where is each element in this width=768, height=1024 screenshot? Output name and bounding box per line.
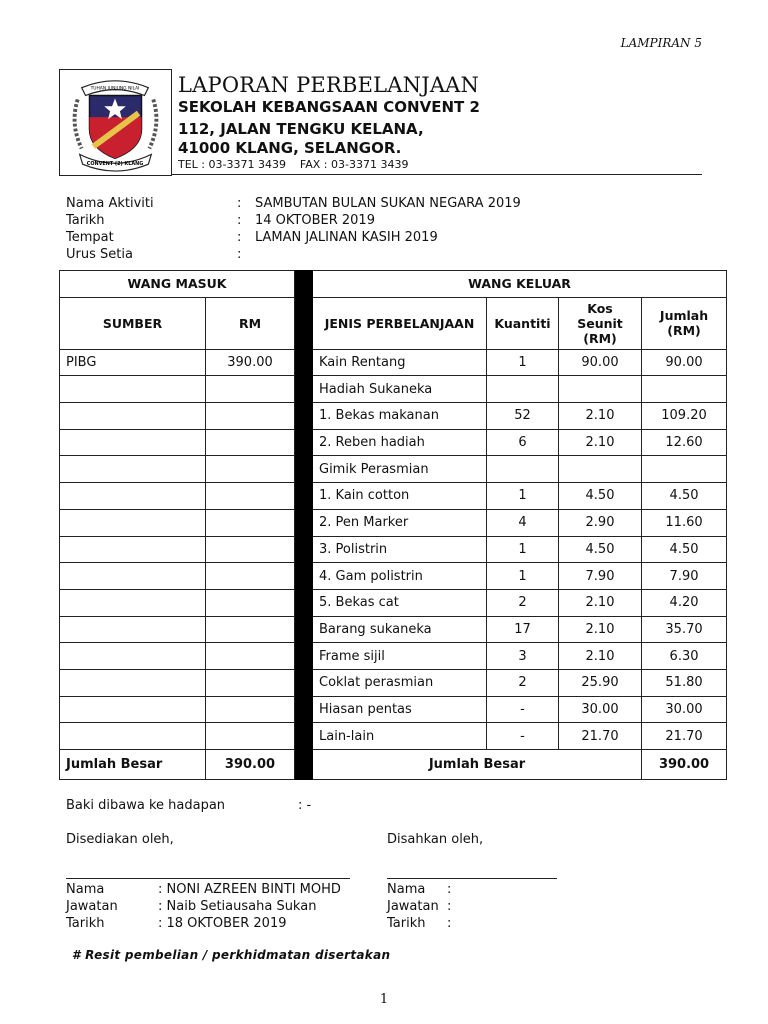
cell-kuantiti: 2 xyxy=(487,589,559,616)
info-colon: : xyxy=(237,247,242,262)
approved-by-label: Disahkan oleh, xyxy=(387,832,484,847)
cell-kuantiti: 52 xyxy=(487,403,559,430)
table-separator xyxy=(295,616,313,643)
income-header: WANG MASUK xyxy=(60,271,295,298)
cell-kos xyxy=(559,456,642,483)
signature-label: Tarikh xyxy=(387,916,426,931)
cell-sumber xyxy=(60,403,206,430)
cell-kuantiti: 4 xyxy=(487,509,559,536)
table-row xyxy=(60,429,727,456)
cell-jenis: Kain Rentang xyxy=(313,349,487,376)
logo-motto: TUHAN JUNJUNG NILAI xyxy=(90,86,140,92)
cell-sumber xyxy=(60,563,206,590)
col-rm: RM xyxy=(206,297,295,349)
cell-kos: 2.10 xyxy=(559,589,642,616)
cell-jenis: Coklat perasmian xyxy=(313,669,487,696)
cell-jenis: Hiasan pentas xyxy=(313,696,487,723)
table-separator xyxy=(295,696,313,723)
table-separator xyxy=(295,563,313,590)
table-column-header xyxy=(60,297,727,349)
table-separator xyxy=(295,589,313,616)
cell-kuantiti xyxy=(487,456,559,483)
balance-label: Baki dibawa ke hadapan xyxy=(66,798,226,813)
table-row xyxy=(60,483,727,510)
table-group-header xyxy=(60,271,727,298)
table-separator xyxy=(295,509,313,536)
cell-jenis: Gimik Perasmian xyxy=(313,456,487,483)
cell-kuantiti: 1 xyxy=(487,349,559,376)
table-row xyxy=(60,563,727,590)
table-row xyxy=(60,589,727,616)
signature-value: : xyxy=(447,882,452,897)
cell-rm xyxy=(206,589,295,616)
info-value: LAMAN JALINAN KASIH 2019 xyxy=(255,230,438,245)
total-label-expense: Jumlah Besar xyxy=(313,750,642,780)
col-sumber: SUMBER xyxy=(60,297,206,349)
contact-line: TEL : 03-3371 3439 FAX : 03-3371 3439 xyxy=(178,158,409,171)
cell-jenis: Barang sukaneka xyxy=(313,616,487,643)
signature-value: : xyxy=(447,899,452,914)
total-expense: 390.00 xyxy=(642,750,727,780)
signature-label: Jawatan xyxy=(387,899,439,914)
cell-jumlah: 4.20 xyxy=(642,589,727,616)
cell-kos: 2.10 xyxy=(559,429,642,456)
signature-label: Nama xyxy=(66,882,105,897)
report-title: LAPORAN PERBELANJAAN xyxy=(178,73,480,97)
signature-value: : NONI AZREEN BINTI MOHD xyxy=(158,882,341,897)
cell-kos: 25.90 xyxy=(559,669,642,696)
cell-rm xyxy=(206,536,295,563)
cell-sumber xyxy=(60,536,206,563)
col-kuantiti: Kuantiti xyxy=(487,297,559,349)
cell-jumlah: 4.50 xyxy=(642,536,727,563)
address-line-2: 41000 KLANG, SELANGOR. xyxy=(178,139,402,157)
cell-jenis: 4. Gam polistrin xyxy=(313,563,487,590)
col-jumlah: Jumlah (RM) xyxy=(642,297,727,349)
table-row xyxy=(60,403,727,430)
expense-header: WANG KELUAR xyxy=(313,271,727,298)
cell-jenis: 1. Bekas makanan xyxy=(313,403,487,430)
cell-jumlah: 7.90 xyxy=(642,563,727,590)
expense-table xyxy=(59,270,727,780)
table-row xyxy=(60,643,727,670)
col-jenis: JENIS PERBELANJAAN xyxy=(313,297,487,349)
table-row xyxy=(60,616,727,643)
cell-kos: 30.00 xyxy=(559,696,642,723)
cell-jenis: 5. Bekas cat xyxy=(313,589,487,616)
info-label: Tarikh xyxy=(66,213,105,228)
table-row xyxy=(60,349,727,376)
cell-rm xyxy=(206,429,295,456)
page-number: 1 xyxy=(379,992,389,1007)
table-row xyxy=(60,376,727,403)
total-income: 390.00 xyxy=(206,750,295,780)
cell-sumber xyxy=(60,376,206,403)
cell-jenis: Hadiah Sukaneka xyxy=(313,376,487,403)
cell-kuantiti xyxy=(487,376,559,403)
table-separator xyxy=(295,456,313,483)
cell-rm xyxy=(206,669,295,696)
signature-value: : Naib Setiausaha Sukan xyxy=(158,899,317,914)
cell-kuantiti: 1 xyxy=(487,563,559,590)
cell-jumlah: 12.60 xyxy=(642,429,727,456)
table-separator xyxy=(295,723,313,750)
cell-jenis: 3. Polistrin xyxy=(313,536,487,563)
header-divider xyxy=(172,174,702,175)
cell-sumber xyxy=(60,669,206,696)
school-crest-icon xyxy=(60,70,171,175)
cell-jenis: 2. Pen Marker xyxy=(313,509,487,536)
cell-kuantiti: 2 xyxy=(487,669,559,696)
cell-rm xyxy=(206,456,295,483)
total-row xyxy=(60,750,727,780)
cell-kuantiti: - xyxy=(487,696,559,723)
cell-rm xyxy=(206,509,295,536)
cell-jumlah: 21.70 xyxy=(642,723,727,750)
cell-sumber xyxy=(60,509,206,536)
cell-jumlah: 109.20 xyxy=(642,403,727,430)
cell-kos: 2.10 xyxy=(559,403,642,430)
table-separator xyxy=(295,536,313,563)
school-name: SEKOLAH KEBANGSAAN CONVENT 2 xyxy=(178,98,480,116)
info-label: Tempat xyxy=(66,230,114,245)
cell-jenis: Frame sijil xyxy=(313,643,487,670)
cell-jumlah: 11.60 xyxy=(642,509,727,536)
cell-rm xyxy=(206,403,295,430)
signature-label: Jawatan xyxy=(66,899,118,914)
cell-rm: 390.00 xyxy=(206,349,295,376)
cell-jenis: 1. Kain cotton xyxy=(313,483,487,510)
cell-kuantiti: 1 xyxy=(487,483,559,510)
cell-sumber xyxy=(60,429,206,456)
cell-kos: 21.70 xyxy=(559,723,642,750)
cell-sumber xyxy=(60,723,206,750)
table-separator xyxy=(295,349,313,376)
table-separator xyxy=(295,750,313,780)
receipt-note: # Resit pembelian / perkhidmatan disertakan xyxy=(72,948,391,962)
prepared-by-label: Disediakan oleh, xyxy=(66,832,174,847)
table-row xyxy=(60,723,727,750)
info-colon: : xyxy=(237,213,242,228)
info-label: Nama Aktiviti xyxy=(66,196,154,211)
cell-kos: 4.50 xyxy=(559,483,642,510)
logo-name: CONVENT (2) KLANG xyxy=(86,161,144,168)
info-colon: : xyxy=(237,196,242,211)
cell-jenis: Lain-lain xyxy=(313,723,487,750)
cell-sumber xyxy=(60,696,206,723)
table-row xyxy=(60,536,727,563)
table-row xyxy=(60,696,727,723)
cell-rm xyxy=(206,723,295,750)
cell-kos: 7.90 xyxy=(559,563,642,590)
table-row xyxy=(60,669,727,696)
cell-sumber xyxy=(60,456,206,483)
cell-rm xyxy=(206,563,295,590)
signature-value: : 18 OKTOBER 2019 xyxy=(158,916,287,931)
cell-kuantiti: 6 xyxy=(487,429,559,456)
cell-jumlah xyxy=(642,456,727,483)
table-separator xyxy=(295,643,313,670)
balance-value: : - xyxy=(298,798,312,813)
appendix-label: LAMPIRAN 5 xyxy=(620,36,702,50)
info-colon: : xyxy=(237,230,242,245)
info-value: SAMBUTAN BULAN SUKAN NEGARA 2019 xyxy=(255,196,521,211)
cell-kos: 2.90 xyxy=(559,509,642,536)
table-separator xyxy=(295,297,313,349)
cell-kuantiti: 1 xyxy=(487,536,559,563)
table-separator xyxy=(295,429,313,456)
cell-jumlah: 35.70 xyxy=(642,616,727,643)
school-logo xyxy=(59,69,172,176)
table-row xyxy=(60,509,727,536)
signature-label: Tarikh xyxy=(66,916,105,931)
cell-sumber xyxy=(60,643,206,670)
info-value: 14 OKTOBER 2019 xyxy=(255,213,375,228)
cell-jumlah: 51.80 xyxy=(642,669,727,696)
info-label: Urus Setia xyxy=(66,247,133,262)
cell-rm xyxy=(206,696,295,723)
table-separator xyxy=(295,403,313,430)
signature-line-prepared xyxy=(66,878,350,879)
total-label-income: Jumlah Besar xyxy=(60,750,206,780)
cell-kos: 4.50 xyxy=(559,536,642,563)
cell-jumlah: 6.30 xyxy=(642,643,727,670)
cell-jumlah: 4.50 xyxy=(642,483,727,510)
table-separator xyxy=(295,669,313,696)
col-kos: Kos Seunit (RM) xyxy=(559,297,642,349)
cell-sumber xyxy=(60,483,206,510)
table-row xyxy=(60,456,727,483)
cell-kos: 90.00 xyxy=(559,349,642,376)
cell-jumlah: 90.00 xyxy=(642,349,727,376)
cell-jumlah: 30.00 xyxy=(642,696,727,723)
cell-kos: 2.10 xyxy=(559,616,642,643)
table-separator xyxy=(295,271,313,298)
cell-rm xyxy=(206,376,295,403)
cell-kos: 2.10 xyxy=(559,643,642,670)
cell-jenis: 2. Reben hadiah xyxy=(313,429,487,456)
cell-sumber: PIBG xyxy=(60,349,206,376)
table-separator xyxy=(295,483,313,510)
cell-kuantiti: 17 xyxy=(487,616,559,643)
cell-sumber xyxy=(60,589,206,616)
cell-kos xyxy=(559,376,642,403)
address-line-1: 112, JALAN TENGKU KELANA, xyxy=(178,120,424,138)
table-separator xyxy=(295,376,313,403)
cell-jumlah xyxy=(642,376,727,403)
signature-line-approved xyxy=(387,878,557,879)
cell-rm xyxy=(206,616,295,643)
cell-kuantiti: - xyxy=(487,723,559,750)
cell-kuantiti: 3 xyxy=(487,643,559,670)
signature-label: Nama xyxy=(387,882,426,897)
cell-rm xyxy=(206,643,295,670)
signature-value: : xyxy=(447,916,452,931)
cell-sumber xyxy=(60,616,206,643)
cell-rm xyxy=(206,483,295,510)
